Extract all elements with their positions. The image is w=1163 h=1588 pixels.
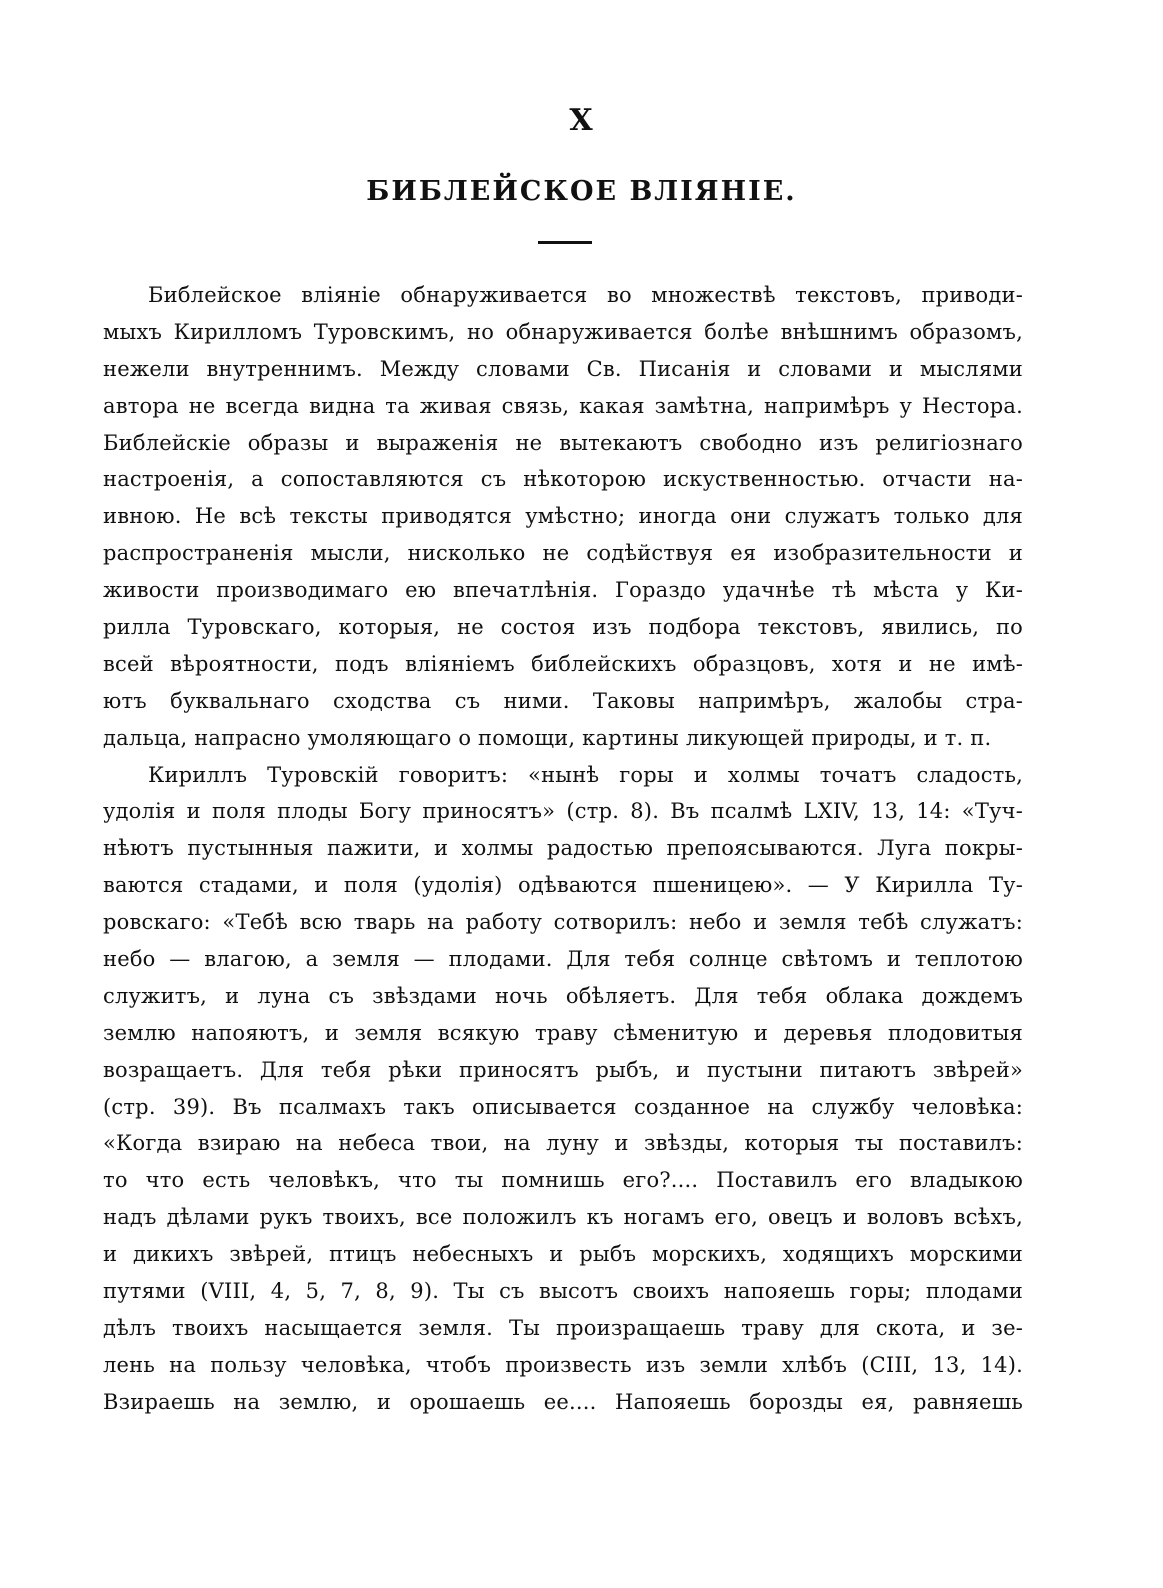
text-line: дальца, напрасно умоляющаго о помощи, картины ликующей природы, и т. п. (103, 725, 992, 750)
body-text (103, 277, 1023, 1421)
text-line: (стр. 39). Въ псалмахъ такъ описывается созданное на службу человѣка: (103, 1094, 1023, 1119)
text-line: ютъ буквальнаго сходства съ ними. Таковы напримѣръ, жалобы стра- (103, 688, 1023, 713)
text-line: надъ дѣлами рукъ твоихъ, все положилъ къ ногамъ его, овецъ и воловъ всѣхъ, (103, 1205, 1023, 1230)
title-divider (538, 241, 592, 244)
text-line: автора не всегда видна та живая связь, какая замѣтна, напримѣръ у Нестора. (103, 393, 1023, 418)
text-line: ивною. Не всѣ тексты приводятся умѣстно; иногда они служатъ только для (103, 504, 1023, 529)
text-line: нежели внутреннимъ. Между словами Св. Писанія и словами и мыслями (103, 356, 1023, 381)
text-line: служитъ, и луна съ звѣздами ночь обѣляетъ. Для тебя облака дождемъ (103, 983, 1023, 1008)
text-line: землю напояютъ, и земля всякую траву сѣменитую и деревья плодовитыя (103, 1020, 1023, 1045)
text-line: распространенія мысли, нисколько не содѣйствуя ея изобразительности и (103, 541, 1023, 566)
text-line: рилла Туровскаго, которыя, не состоя изъ подбора текстовъ, явились, по (103, 615, 1023, 640)
text-line: путями (VIII, 4, 5, 7, 8, 9). Ты съ высотъ своихъ напояешь горы; плодами (103, 1279, 1023, 1304)
text-line: удолія и поля плоды Богу приносятъ» (стр. 8). Въ псалмѣ LXIV, 13, 14: «Туч- (103, 799, 1023, 824)
chapter-title: БИБЛЕЙСКОЕ ВЛІЯНІЕ. (366, 176, 797, 207)
text-line: «Когда взираю на небеса твои, на луну и звѣзды, которыя ты поставилъ: (103, 1131, 1023, 1156)
text-line: Взираешь на землю, и орошаешь ее.... Напояешь борозды ея, равняешь (103, 1389, 1023, 1414)
text-line: ровскаго: «Тебѣ всю тварь на работу сотворилъ: небо и земля тебѣ служатъ: (103, 910, 1023, 935)
text-line: настроенія, а сопоставляются съ нѣкоторою искуственностью. отчасти на- (103, 467, 1023, 492)
text-line: живости производимаго ею впечатлѣнія. Гораздо удачнѣе тѣ мѣста у Ки- (103, 578, 1023, 603)
chapter-number: X (569, 103, 594, 138)
text-line: и дикихъ звѣрей, птицъ небесныхъ и рыбъ морскихъ, ходящихъ морскими (103, 1242, 1023, 1267)
text-line: нѣютъ пустынныя пажити, и холмы радостью препоясываются. Луга покры- (103, 836, 1023, 861)
text-line: то что есть человѣкъ, что ты помнишь его?.... Поставилъ его владыкою (103, 1168, 1023, 1193)
text-line: возращаетъ. Для тебя рѣки приносятъ рыбъ, и пустыни питаютъ звѣрей» (103, 1057, 1023, 1082)
text-line: дѣлъ твоихъ насыщается земля. Ты произращаешь траву для скота, и зе- (103, 1315, 1023, 1340)
text-line: Библейское вліяніе обнаруживается во множествѣ текстовъ, приводи- (148, 283, 1023, 307)
text-line: всей вѣроятности, подъ вліяніемъ библейскихъ образцовъ, хотя и не имѣ- (103, 651, 1023, 676)
text-line: мыхъ Кирилломъ Туровскимъ, но обнаруживается болѣе внѣшнимъ образомъ, (103, 319, 1023, 344)
text-line: Библейскіе образы и выраженія не вытекаютъ свободно изъ религіознаго (103, 430, 1023, 455)
text-line: небо — влагою, а земля — плодами. Для тебя солнце свѣтомъ и теплотою (103, 947, 1023, 972)
text-line: ваются стадами, и поля (удолія) одѣваются пшеницею». — У Кирилла Ту- (103, 873, 1023, 898)
text-line: лень на пользу человѣка, чтобъ произвесть изъ земли хлѣбъ (CIII, 13, 14). (103, 1352, 1023, 1377)
text-line: Кириллъ Туровскій говоритъ: «нынѣ горы и холмы точатъ сладость, (148, 762, 1023, 787)
